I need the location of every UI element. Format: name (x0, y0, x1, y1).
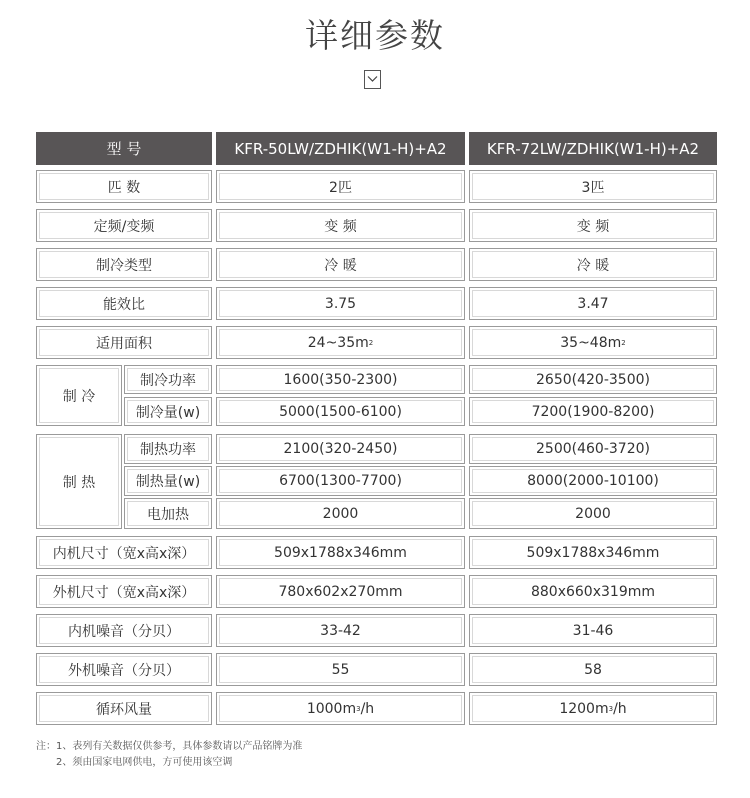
footnote-line-2: 2、须由国家电网供电，方可使用该空调 (56, 757, 233, 768)
row-label-airflow: 循环风量 (36, 692, 212, 725)
area-unit-sup-2: 2 (621, 338, 626, 347)
value-cooling-capacity-1: 5000(1500-6100) (216, 397, 465, 426)
row-label-heating-power: 制热功率 (124, 434, 212, 464)
value-efficiency-1: 3.75 (216, 287, 465, 320)
page-title: 详细参数 (305, 16, 445, 55)
area-unit-sup-1: 2 (368, 338, 374, 347)
value-outdoor-noise-2: 58 (469, 653, 717, 686)
airflow-unit-2: /h (613, 700, 627, 717)
value-frequency-2: 变 频 (469, 209, 717, 242)
value-indoor-size-1: 509x1788x346mm (216, 536, 465, 569)
airflow-value-2: 1200m (559, 700, 609, 717)
value-outdoor-noise-1: 55 (216, 653, 465, 686)
value-heating-capacity-1: 6700(1300-7700) (216, 466, 465, 496)
chevron-down-icon (367, 75, 378, 83)
value-cooling-type-2: 冷 暖 (469, 248, 717, 281)
group-label-heating: 制 热 (36, 434, 122, 529)
value-cooling-power-2: 2650(420-3500) (469, 365, 717, 394)
value-indoor-size-2: 509x1788x346mm (469, 536, 717, 569)
airflow-unit-sup-1: 3 (356, 704, 361, 713)
value-outdoor-size-2: 880x660x319mm (469, 575, 717, 608)
row-label-cooling-power: 制冷功率 (124, 365, 212, 394)
value-heating-capacity-2: 8000(2000-10100) (469, 466, 717, 496)
airflow-value-1: 1000m (306, 700, 357, 717)
value-airflow-2 (469, 692, 717, 725)
value-airflow-1 (216, 692, 465, 725)
airflow-unit-sup-2: 3 (608, 704, 614, 713)
value-horsepower-1: 2匹 (216, 170, 465, 203)
area-value-1: 24~35m (307, 334, 369, 351)
value-area-2 (469, 326, 717, 359)
airflow-unit-1: /h (360, 700, 375, 717)
value-electric-heating-1: 2000 (216, 498, 465, 529)
area-value-2: 35~48m (560, 334, 622, 351)
value-horsepower-2: 3匹 (469, 170, 717, 203)
group-label-cooling: 制 冷 (36, 365, 122, 426)
value-cooling-power-1: 1600(350-2300) (216, 365, 465, 394)
row-label-electric-heating: 电加热 (124, 498, 212, 529)
value-indoor-noise-1: 33-42 (216, 614, 465, 647)
value-efficiency-2: 3.47 (469, 287, 717, 320)
value-frequency-1: 变 频 (216, 209, 465, 242)
row-label-frequency: 定频/变频 (36, 209, 212, 242)
row-label-indoor-size: 内机尺寸（宽x高x深） (36, 536, 212, 569)
row-label-horsepower: 匹 数 (36, 170, 212, 203)
header-model-label: 型 号 (36, 132, 212, 165)
value-heating-power-1: 2100(320-2450) (216, 434, 465, 464)
value-area-1 (216, 326, 465, 359)
header-model-1: KFR-50LW/ZDHIK(W1-H)+A2 (216, 132, 465, 165)
value-cooling-type-1: 冷 暖 (216, 248, 465, 281)
row-label-heating-capacity: 制热量(w) (124, 466, 212, 496)
value-electric-heating-2: 2000 (469, 498, 717, 529)
row-label-efficiency: 能效比 (36, 287, 212, 320)
row-label-cooling-type: 制冷类型 (36, 248, 212, 281)
value-outdoor-size-1: 780x602x270mm (216, 575, 465, 608)
value-indoor-noise-2: 31-46 (469, 614, 717, 647)
row-label-indoor-noise: 内机噪音（分贝） (36, 614, 212, 647)
expand-toggle[interactable] (364, 70, 381, 89)
row-label-outdoor-size: 外机尺寸（宽x高x深） (36, 575, 212, 608)
row-label-cooling-capacity: 制冷量(w) (124, 397, 212, 426)
value-heating-power-2: 2500(460-3720) (469, 434, 717, 464)
footnote-line-1: 注：1、表列有关数据仅供参考，具体参数请以产品铭牌为准 (36, 741, 303, 752)
header-model-2: KFR-72LW/ZDHIK(W1-H)+A2 (469, 132, 717, 165)
value-cooling-capacity-2: 7200(1900-8200) (469, 397, 717, 426)
row-label-area: 适用面积 (36, 326, 212, 359)
row-label-outdoor-noise: 外机噪音（分贝） (36, 653, 212, 686)
